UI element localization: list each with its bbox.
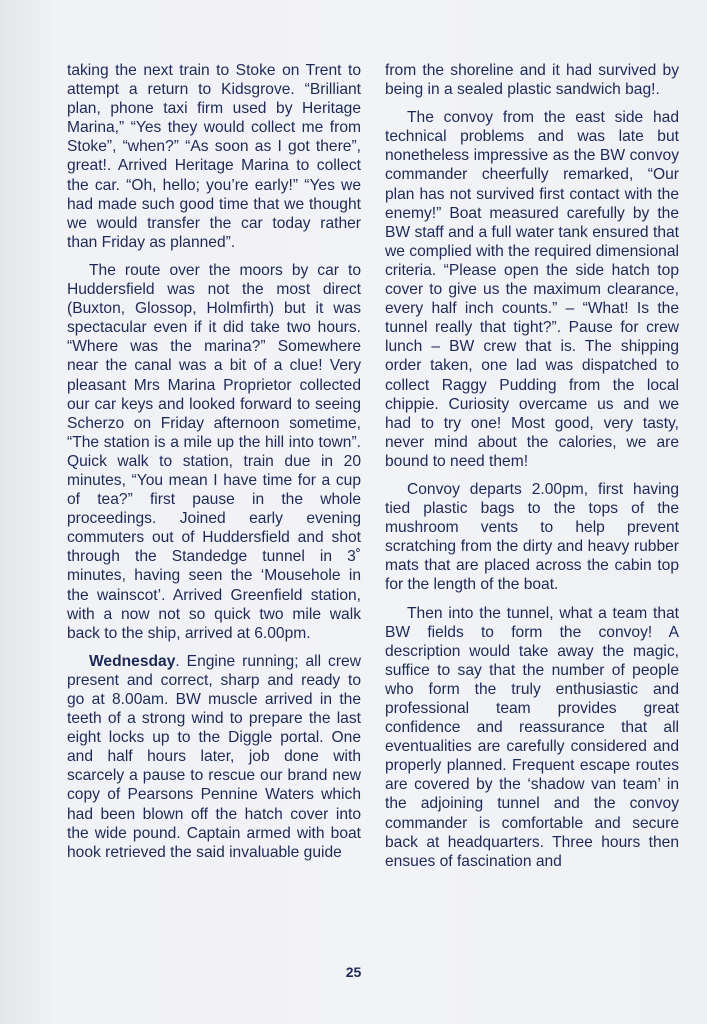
- paragraph: from the shoreline and it had survived by being in a sealed plastic sandwich bag!.: [385, 62, 679, 99]
- paragraph-text: . Engine running; all crew present and correct, sharp and ready to go at 8.00am. BW muscle arrived in the teeth of a strong wind to prepare the last eight locks up to the Diggle portal. One and half hours later, job done with scarcely a pause to rescue our brand new copy of Pearsons Pennine Waters which had been blown off the hatch cover into the wide pound. Captain armed with boat hook retrieved the said invaluable guide: [67, 652, 361, 861]
- page-number: 25: [345, 964, 362, 980]
- paragraph: The convoy from the east side had technical problems and was late but nonetheless impressive as the BW convoy commander cheerfully remarked, “Our plan has not survived first contact with the enemy!” Boat measured carefully by the BW staff and a full water tank ensured that we complied with the required dimensional criteria. “Please open the side hatch top cover to give us the maximum clearance, every half inch counts.” – “What! Is the tunnel really that tight?”. Pause for crew lunch – BW crew that is. The shipping order taken, one lad was dispatched to collect Raggy Pudding from the local chippie. Curiosity overcame us and we had to try one! Most good, very tasty, never mind about the calories, we are bound to need them!: [385, 109, 679, 470]
- left-column: [67, 61, 361, 871]
- paragraph: Then into the tunnel, what a team that BW fields to form the convoy! A description would take away the magic, suffice to say that the number of people who form the truly enthusiastic and professional team provides great confidence and reassurance that all eventualities are carefully considered and properly planned. Frequent escape routes are covered by the ‘shadow van team’ in the adjoining tunnel and the convoy commander is comfortable and secure back at headquarters. Three hours then ensues of fascination and: [385, 604, 679, 870]
- paragraph: The route over the moors by car to Huddersfield was not the most direct (Buxton, Glossop, Holmfirth) but it was spectacular even if it did take two hours. “Where was the marina?” Somewhere near the canal was a bit of a clue! Very pleasant Mrs Marina Proprietor collected our car keys and looked forward to seeing Scherzo on Friday afternoon sometime, “The station is a mile up the hill into town”. Quick walk to station, train due in 20 minutes, “You mean I have time for a cup of tea?” first pause in the whole proceedings. Joined early evening commuters out of Huddersfield and shot through the Standedge tunnel in 3˚ minutes, having seen the ‘Mousehole in the wainscot’. Arrived Greenfield station, with a now not so quick two mile walk back to the ship, arrived at 6.00pm.: [67, 261, 361, 642]
- paragraph: Convoy departs 2.00pm, first having tied plastic bags to the tops of the mushroom vents to help prevent scratching from the dirty and heavy rubber mats that are placed across the cabin top for the length of the boat.: [385, 480, 679, 594]
- right-column: [385, 61, 679, 880]
- paragraph: [67, 652, 361, 862]
- day-heading: Wednesday: [89, 652, 176, 670]
- paragraph: taking the next train to Stoke on Trent to attempt a return to Kidsgrove. “Brilliant plan, phone taxi firm used by Heritage Marina,” “Yes they would collect me from Stoke”, “when?” “As soon as I got there”, great!. Arrived Heritage Marina to collect the car. “Oh, hello; you’re early!” “Yes we had made such good time that we thought we would transfer the car today rather than Friday as planned”.: [67, 62, 361, 251]
